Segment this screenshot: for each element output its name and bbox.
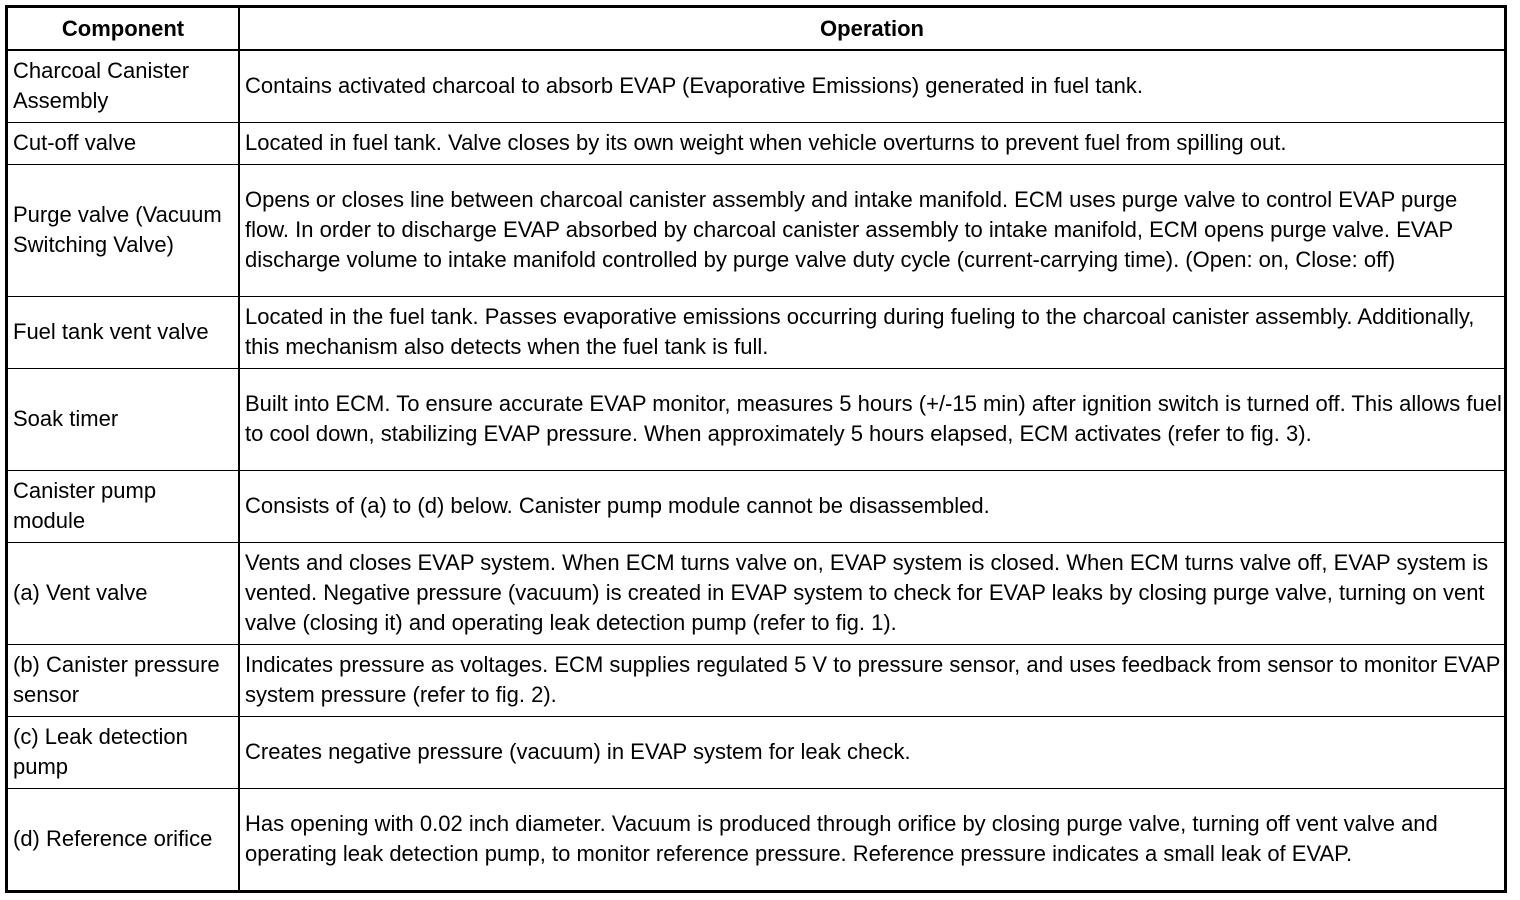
- component-cell: Canister pump module: [8, 470, 239, 542]
- table-header-row: [8, 8, 1504, 50]
- component-cell: Fuel tank vent valve: [8, 296, 239, 368]
- operation-cell: Has opening with 0.02 inch diameter. Vacuum is produced through orifice by closing purge valve, turning off vent valve and operating leak detection pump, to monitor reference pressure. Reference pressure indicates a small leak of EVAP.: [239, 788, 1504, 890]
- operation-cell: Contains activated charcoal to absorb EVAP (Evaporative Emissions) generated in fuel tank.: [239, 50, 1504, 122]
- operation-cell: Indicates pressure as voltages. ECM supplies regulated 5 V to pressure sensor, and uses feedback from sensor to monitor EVAP system pressure (refer to fig. 2).: [239, 644, 1504, 716]
- table-row: [8, 50, 1504, 122]
- operation-cell: Vents and closes EVAP system. When ECM turns valve on, EVAP system is closed. When ECM turns valve off, EVAP system is vented. Negative pressure (vacuum) is created in EVAP system to check for EVAP leaks by closing purge valve, turning on vent valve (closing it) and operating leak detection pump (refer to fig. 1).: [239, 542, 1504, 644]
- operation-cell: Opens or closes line between charcoal canister assembly and intake manifold. ECM uses purge valve to control EVAP purge flow. In order to discharge EVAP absorbed by charcoal canister assembly to intake manifold, ECM opens purge valve. EVAP discharge volume to intake manifold controlled by purge valve duty cycle (current-carrying time). (Open: on, Close: off): [239, 164, 1504, 296]
- table-row: [8, 788, 1504, 890]
- operation-cell: Located in the fuel tank. Passes evaporative emissions occurring during fueling to the charcoal canister assembly. Additionally, this mechanism also detects when the fuel tank is full.: [239, 296, 1504, 368]
- component-cell: (c) Leak detection pump: [8, 716, 239, 788]
- column-header-operation: Operation: [239, 8, 1504, 50]
- operation-cell: Consists of (a) to (d) below. Canister pump module cannot be disassembled.: [239, 470, 1504, 542]
- table-row: [8, 164, 1504, 296]
- table-row: [8, 368, 1504, 470]
- evap-component-table-frame: [5, 5, 1507, 893]
- component-cell: Purge valve (Vacuum Switching Valve): [8, 164, 239, 296]
- table-row: [8, 542, 1504, 644]
- table-row: [8, 716, 1504, 788]
- component-cell: Charcoal Canister Assembly: [8, 50, 239, 122]
- operation-cell: Built into ECM. To ensure accurate EVAP monitor, measures 5 hours (+/-15 min) after ignition switch is turned off. This allows fuel to cool down, stabilizing EVAP pressure. When approximately 5 hours elapsed, ECM activates (refer to fig. 3).: [239, 368, 1504, 470]
- table-row: [8, 296, 1504, 368]
- table-row: [8, 122, 1504, 164]
- table-row: [8, 470, 1504, 542]
- component-cell: Soak timer: [8, 368, 239, 470]
- component-cell: (b) Canister pressure sensor: [8, 644, 239, 716]
- column-header-component: Component: [8, 8, 239, 50]
- operation-cell: Located in fuel tank. Valve closes by its own weight when vehicle overturns to prevent fuel from spilling out.: [239, 122, 1504, 164]
- component-cell: (a) Vent valve: [8, 542, 239, 644]
- component-cell: (d) Reference orifice: [8, 788, 239, 890]
- table-row: [8, 644, 1504, 716]
- component-cell: Cut-off valve: [8, 122, 239, 164]
- operation-cell: Creates negative pressure (vacuum) in EVAP system for leak check.: [239, 716, 1504, 788]
- evap-component-table: [8, 8, 1504, 890]
